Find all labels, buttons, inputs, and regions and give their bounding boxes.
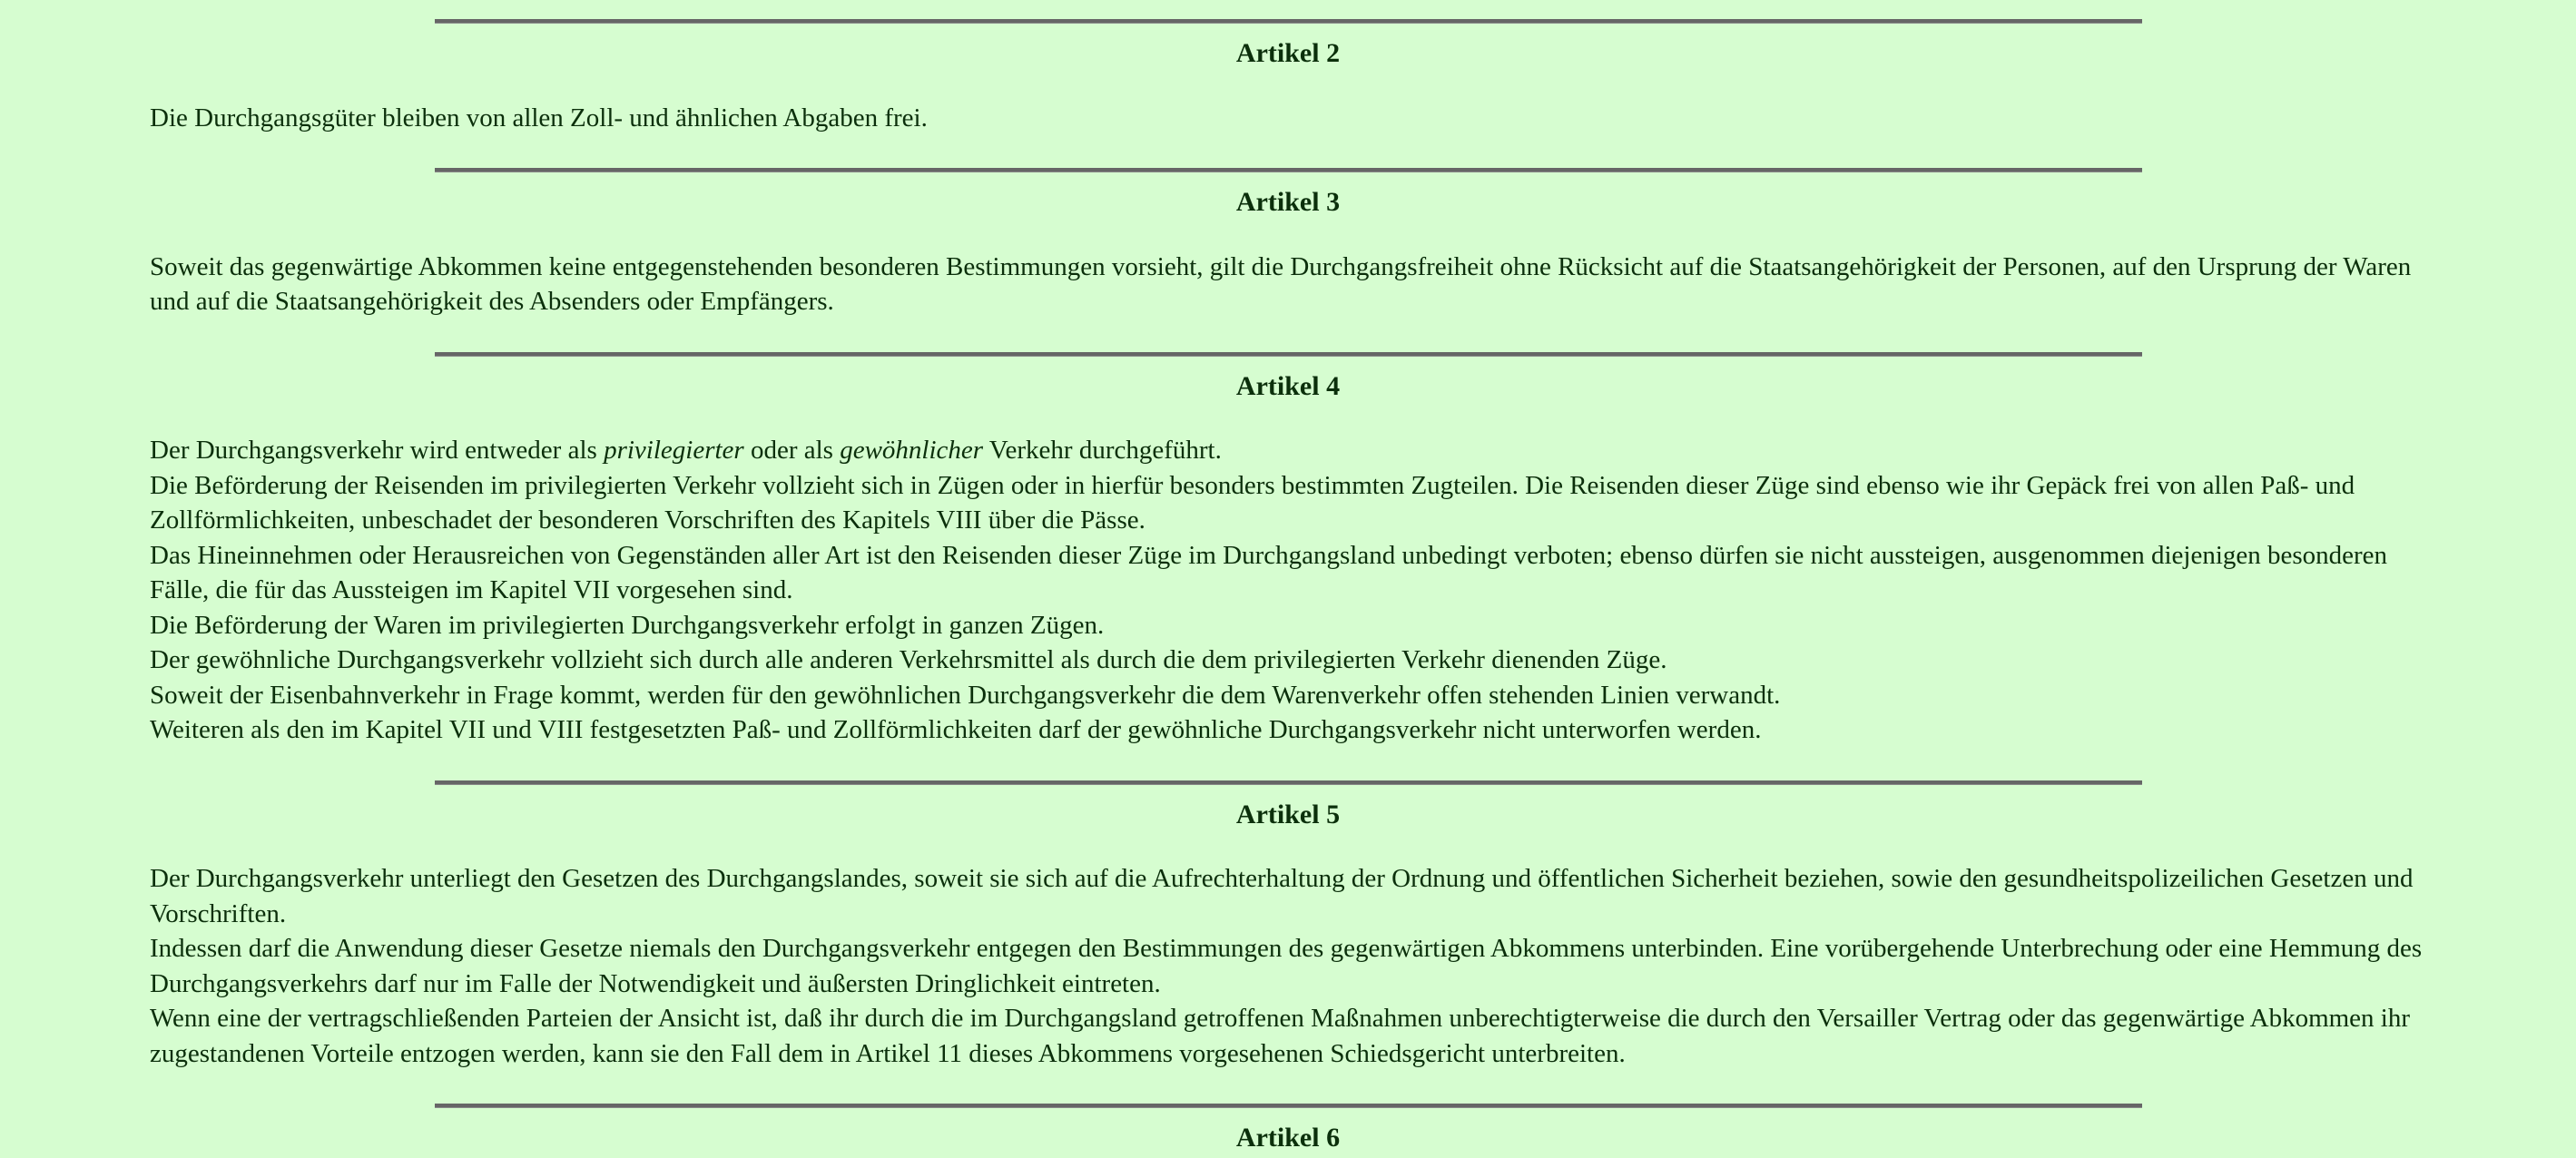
divider: [435, 352, 2142, 357]
text-line: Wenn eine der vertragschließenden Parteien der Ansicht ist, daß ihr durch die im Durchgangsland getroffenen Maßnahmen unberechtigterweise die durch den Versailler Vertrag oder das gegenwärtige Abkommen ihr zugestandenen Vorteile entzogen werden, kann sie den Fall dem in Artikel 11 dieses Abkommens vorgesehenen Schiedsgericht unterbreiten.: [150, 1004, 2411, 1068]
article-body: [150, 101, 2426, 136]
divider: [435, 168, 2142, 172]
article-heading: Artikel 3: [1235, 187, 1341, 217]
text-line: Der Durchgangsverkehr unterliegt den Gesetzen des Durchgangslandes, soweit sie sich auf die Aufrechterhaltung der Ordnung und öffentlichen Sicherheit beziehen, sowie den gesundheitspolizeilichen Gesetzen und Vorschriften.: [150, 864, 2414, 928]
article-body: [150, 250, 2426, 319]
italic-term: privilegierter: [604, 436, 744, 465]
text-line: [150, 433, 2426, 468]
article-heading: Artikel 4: [1235, 370, 1341, 401]
text-line: Indessen darf die Anwendung dieser Gesetze niemals den Durchgangsverkehr entgegen den Bestimmungen des gegenwärtigen Abkommens unterbinden. Eine vorübergehende Unterbrechung oder eine Hemmung des Durchgangsverkehrs darf nur im Falle der Notwendigkeit und äußersten Dringlichkeit eintreten.: [150, 934, 2423, 998]
text-segment: Der Durchgangsverkehr wird entweder als: [150, 436, 605, 465]
divider: [435, 19, 2142, 24]
divider: [435, 780, 2142, 785]
text-line: Das Hineinnehmen oder Herausreichen von Gegenständen aller Art ist den Reisenden dieser Züge im Durchgangsland unbedingt verboten; ebenso dürfen sie nicht aussteigen, ausgenommen diejenigen besonderen Fälle, die für das Aussteigen im Kapitel VII vorgesehen sind.: [150, 540, 2388, 604]
text-line: Die Beförderung der Reisenden im privilegierten Verkehr vollzieht sich in Zügen oder in hierfür besonders bestimmten Zugteilen. Die Reisenden dieser Züge sind ebenso wie ihr Gepäck frei von allen Paß- und Zollförmlichkeiten, unbeschadet der besonderen Vorschriften des Kapitels VIII über die Pässe.: [150, 470, 2355, 535]
text-line: Weiteren als den im Kapitel VII und VIII festgesetzten Paß- und Zollförmlichkeiten darf der gewöhnliche Durchgangsverkehr nicht unterworfen werden.: [150, 715, 1762, 744]
divider: [435, 1104, 2142, 1108]
text-segment: Verkehr durchgeführt.: [983, 436, 1222, 465]
italic-term: gewöhnlicher: [840, 436, 984, 465]
article-body: [150, 433, 2426, 748]
article-heading: Artikel 6: [1235, 1123, 1341, 1153]
text-line: Die Durchgangsgüter bleiben von allen Zoll- und ähnlichen Abgaben frei.: [150, 103, 928, 132]
text-segment: oder als: [743, 436, 841, 465]
article-body: [150, 861, 2426, 1071]
article-heading: Artikel 2: [1235, 38, 1341, 68]
article-heading: Artikel 5: [1235, 799, 1341, 829]
text-line: Soweit das gegenwärtige Abkommen keine entgegenstehenden besonderen Bestimmungen vorsieht, gilt die Durchgangsfreiheit ohne Rücksicht auf die Staatsangehörigkeit der Personen, auf den Ursprung der Waren und auf die Staatsangehörigkeit des Absenders oder Empfängers.: [150, 251, 2412, 316]
text-line: Soweit der Eisenbahnverkehr in Frage kommt, werden für den gewöhnlichen Durchgangsverkehr die dem Warenverkehr offen stehenden Linien verwandt.: [150, 680, 1781, 710]
text-line: Die Beförderung der Waren im privilegierten Durchgangsverkehr erfolgt in ganzen Zügen.: [150, 610, 1105, 640]
text-line: Der gewöhnliche Durchgangsverkehr vollzieht sich durch alle anderen Verkehrsmittel als durch die dem privilegierten Verkehr dienenden Züge.: [150, 645, 1667, 674]
